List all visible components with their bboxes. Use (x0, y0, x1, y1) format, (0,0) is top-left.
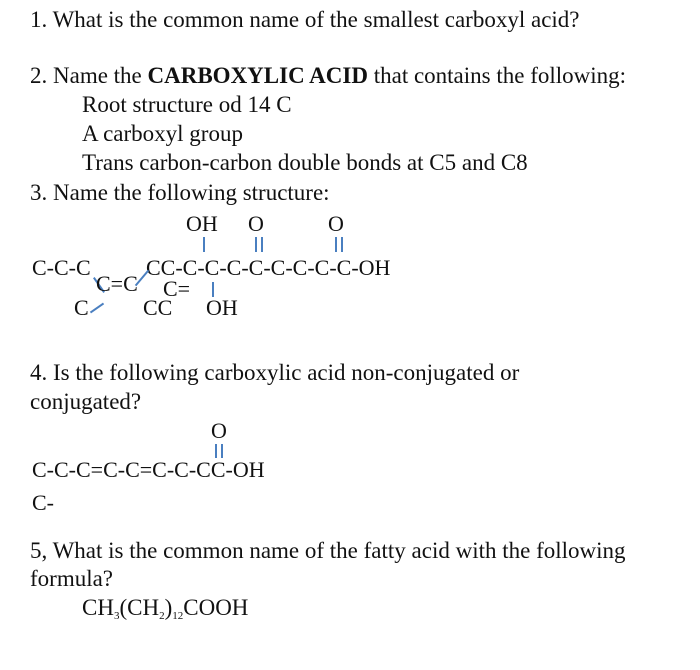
question-2-prefix: 2. Name the (30, 63, 148, 88)
s3-mid-right: C= (163, 276, 191, 301)
s3-o-top-1: O (248, 211, 264, 236)
s3-bottom-oh: OH (206, 295, 238, 320)
s3-bond-oh (203, 237, 205, 252)
question-2-bold: CARBOXYLIC ACID (147, 63, 368, 88)
s3-mid-left: C=C (96, 271, 138, 296)
formula-sub-2: 2 (159, 610, 165, 622)
question-2 (30, 62, 626, 90)
formula-sub-1: 3 (113, 610, 120, 622)
question-4-line-1: 4. Is the following carboxylic acid non-conjugated or (30, 360, 520, 385)
formula-part-d: COOH (183, 595, 249, 620)
question-2-item-1: Root structure od 14 C (82, 92, 292, 117)
formula-part-c: ) (164, 595, 173, 620)
question-2-suffix: that contains the following: (367, 63, 627, 88)
s4-chain: C-C-C=C-C=C-C-CC-OH (32, 457, 265, 482)
s3-chain-left: C-C-C (32, 255, 91, 280)
question-5-line-1: 5, What is the common name of the fatty acid with the following (30, 538, 626, 563)
question-2-item-3: Trans carbon-carbon double bonds at C5 and C8 (82, 150, 528, 175)
s3-oh-top: OH (186, 211, 218, 236)
s3-chain-main: CC-C-C-C-C-C-C-C-C-OH (146, 255, 391, 280)
s4-o-top: O (211, 418, 227, 443)
s3-bond-o1a (255, 237, 257, 252)
s3-o-top-2: O (328, 211, 344, 236)
formula-sub-3: 12 (172, 610, 184, 622)
formula-part-a: CH (82, 595, 114, 620)
s4-branch: C- (32, 490, 54, 515)
formula-part-b: (CH (119, 595, 160, 620)
question-5-line-2: formula? (30, 566, 114, 591)
question-4-line-2: conjugated? (30, 389, 142, 414)
s3-bond-o1b (261, 237, 263, 252)
s3-bottom-left: C (74, 295, 89, 320)
question-3: 3. Name the following structure: (30, 180, 330, 205)
s3-bottom-cc: CC (143, 295, 173, 320)
s3-bond-diag-3 (90, 303, 104, 314)
question-2-item-2: A carboxyl group (82, 121, 243, 146)
s3-bond-o2a (335, 237, 337, 252)
question-1: 1. What is the common name of the smallest carboxyl acid? (30, 7, 580, 32)
s3-bond-o2b (341, 237, 343, 252)
s4-bond-a (215, 444, 217, 458)
formula-5 (82, 594, 248, 630)
s4-bond-b (221, 444, 223, 458)
